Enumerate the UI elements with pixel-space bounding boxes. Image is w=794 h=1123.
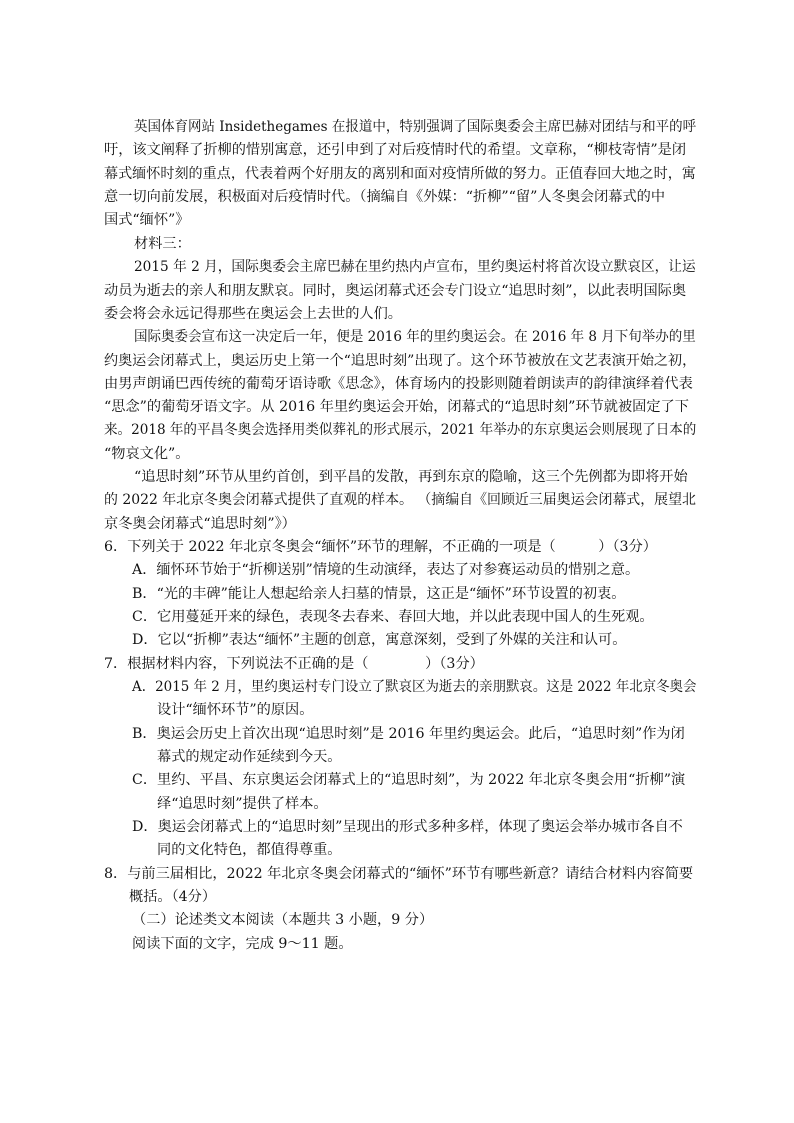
text-line: “思念”的葡萄牙语文字。从 2016 年里约奥运会开始，闭幕式的“追思时刻”环节就被固定了下 [104, 399, 689, 415]
text-line: 6．下列关于 2022 年北京冬奥会“缅怀”环节的理解，不正确的一项是（ ）（3分） [104, 539, 657, 555]
text-line: 阅读下面的文字，完成 9～11 题。 [132, 936, 353, 952]
text-line: 2015 年 2 月，国际奥委会主席巴赫在里约热内卢宣布，里约奥运村将首次设立默哀区，让运 [134, 259, 696, 275]
text-line: B．“光的丰碑”能让人想起给亲人扫墓的情景，这正是“缅怀”环节设置的初衷。 [132, 586, 626, 602]
text-line: 京冬奥会闭幕式“追思时刻”》） [104, 516, 296, 532]
text-line: “追思时刻”环节从里约首创，到平昌的发散，再到东京的隐喻，这三个先例都为即将开始 [134, 469, 688, 485]
text-line: （二）论述类文本阅读（本题共 3 小题，9 分） [132, 912, 434, 928]
text-line: 的 2022 年北京冬奥会闭幕式提供了直观的样本。 （摘编自《回顾近三届奥运会闭幕式，展望北 [104, 492, 696, 508]
text-line: 吁，该文阐释了折柳的惜别寓意，还引申到了对后疫情时代的希望。文章称，“柳枝寄情”是闭 [104, 142, 687, 158]
text-line: 国际奥委会宣布这一决定后一年，便是 2016 年的里约奥运会。在 2016 年 8 月下旬举办的里 [134, 329, 696, 345]
text-line: 动员为逝去的亲人和朋友默哀。同时，奥运闭幕式还会专门设立“追思时刻”，以此表明国际奥 [104, 283, 687, 299]
text-line: 委会将会永远记得那些在奥运会上去世的人们。 [104, 306, 402, 322]
text-line: D．它以“折柳”表达“缅怀”主题的创意，寓意深刻，受到了外媒的关注和认可。 [132, 632, 627, 648]
text-line: 设计“缅怀环节”的原因。 [157, 702, 314, 718]
text-line: 材料三： [134, 236, 191, 252]
text-line: 由男声朗诵巴西传统的葡萄牙语诗歌《思念》，体育场内的投影则随着朗读声的韵律演绎着代表 [104, 376, 693, 392]
text-line: 同的文化特色，都值得尊重。 [157, 842, 342, 858]
text-line: D．奥运会闭幕式上的“追思时刻”呈现出的形式多种多样，体现了奥运会举办城市各自不 [132, 819, 683, 835]
text-line: 绎“追思时刻”提供了样本。 [157, 796, 328, 812]
text-line: 7．根据材料内容，下列说法不正确的是（ ）（3分） [104, 656, 484, 672]
text-line: 约奥运会闭幕式上，奥运历史上第一个“追思时刻”出现了。这个环节被放在文艺表演开始之初， [104, 353, 697, 369]
text-line: 概括。（4分） [129, 889, 217, 905]
text-line: “物哀文化”。 [104, 446, 190, 462]
text-line: 意一切向前发展，积极面对后疫情时代。（摘编自《外媒：“折柳”“留”人冬奥会闭幕式的中 [104, 189, 666, 205]
text-line: 幕式的规定动作延续到今天。 [157, 749, 342, 765]
text-line: C．它用蔓延开来的绿色，表现冬去春来、春回大地，并以此表现中国人的生死观。 [132, 609, 654, 625]
text-line: 8．与前三届相比，2022 年北京冬奥会闭幕式的“缅怀”环节有哪些新意？请结合材料内容简要 [104, 866, 694, 882]
text-line: 国式“缅怀”》 [104, 212, 190, 228]
text-line: 来。2018 年的平昌冬奥会选择用类似葬礼的形式展示，2021 年举办的东京奥运会则展现了日本的 [104, 422, 697, 438]
text-line: A．缅怀环节始于“折柳送别”情境的生动演绎，表达了对参赛运动员的惜别之意。 [132, 562, 640, 578]
text-line: A．2015 年 2 月，里约奥运村专门设立了默哀区为逝去的亲朋默哀。这是 2022 年北京冬奥会 [132, 679, 697, 695]
text-line: B．奥运会历史上首次出现“追思时刻”是 2016 年里约奥运会。此后，“追思时刻”作为闭 [132, 726, 685, 742]
text-line: C．里约、平昌、东京奥运会闭幕式上的“追思时刻”，为 2022 年北京冬奥会用“折柳”演 [132, 772, 686, 788]
text-line: 幕式缅怀时刻的重点，代表着两个好朋友的离别和面对疫情所做的努力。正值春回大地之时，寓 [104, 166, 696, 182]
text-line: 英国体育网站 Insidethegames 在报道中，特别强调了国际奥委会主席巴赫对团结与和平的呼 [134, 119, 697, 135]
